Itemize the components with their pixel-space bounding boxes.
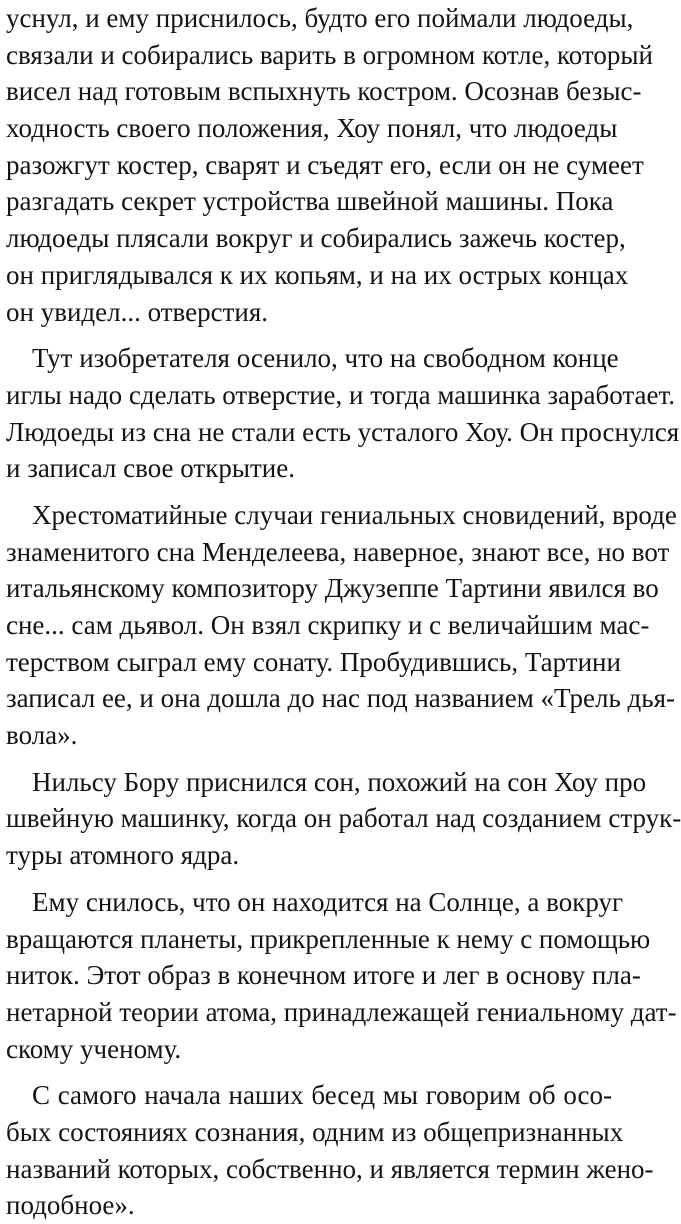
text-line: он приглядывался к их копьям, и на их острых концах [6,259,629,290]
text-line: Нильсу Бору приснился сон, похожий на сон Хоу про [32,766,647,797]
text-line: ниток. Этот образ в конечном итоге и лег в основу пла- [6,960,641,991]
text-line: разожгут костер, сварят и съедят его, если он не сумеет [6,149,644,180]
paragraph-6 [6,1077,654,1224]
text-line: названий которых, собственно, и является термин жено- [6,1153,654,1184]
text-line: записал ее, и она дошла до нас под названием «Трель дья- [6,683,675,714]
paragraph-2 [6,340,680,487]
paragraph-5 [6,884,677,1067]
text-line: скому ученому. [6,1033,182,1064]
text-line: знаменитого сна Менделеева, наверное, знают все, но вот [6,536,670,567]
text-line: туры атомного ядра. [6,840,240,871]
text-line: Тут изобретателя осенило, что на свободном конце [32,343,619,374]
text-line: бых состояниях сознания, одним из общепризнанных [6,1116,624,1147]
text-line: швейную машинку, когда он работал над созданием струк- [6,803,681,834]
text-line: С самого начала наших бесед мы говорим об осо- [32,1080,612,1111]
text-line: и записал свое открытие. [6,453,295,484]
text-line: связали и собирались варить в огромном котле, который [6,39,653,70]
text-line: Ему снилось, что он находится на Солнце, а вокруг [32,886,624,917]
paragraph-1 [6,0,653,330]
text-line: Хрестоматийные случаи гениальных сновидений, вроде [32,499,677,530]
paragraph-3 [6,497,677,754]
text-line: вола». [6,720,78,751]
text-line: терством сыграл ему сонату. Пробудившись, Тартини [6,646,621,677]
text-line: Людоеды из сна не стали есть усталого Хоу. Он проснулся [6,416,680,447]
text-line: уснул, и ему приснилось, будто его поймали людоеды, [6,3,634,33]
text-line: разгадать секрет устройства швейной машины. Пока [6,186,614,217]
text-line: он увидел... отверстия. [6,296,269,327]
text-line: нетарной теории атома, принадлежащей гениальному дат- [6,996,677,1027]
text-line: людоеды плясали вокруг и собирались зажечь костер, [6,223,626,254]
text-line: ходность своего положения, Хоу понял, что людоеды [6,113,618,144]
text-line: висел над готовым вспыхнуть костром. Осознав безыс- [6,76,642,107]
paragraph-4 [6,764,681,874]
text-line: подобное». [6,1190,135,1221]
text-line: сне... сам дьявол. Он взял скрипку и с величайшим мас- [6,610,650,640]
text-line: иглы надо сделать отверстие, и тогда машинка заработает. [6,379,675,410]
text-line: вращаются планеты, прикрепленные к нему с помощью [6,923,651,954]
text-line: итальянскому композитору Джузеппе Тартини явился во [6,573,659,604]
